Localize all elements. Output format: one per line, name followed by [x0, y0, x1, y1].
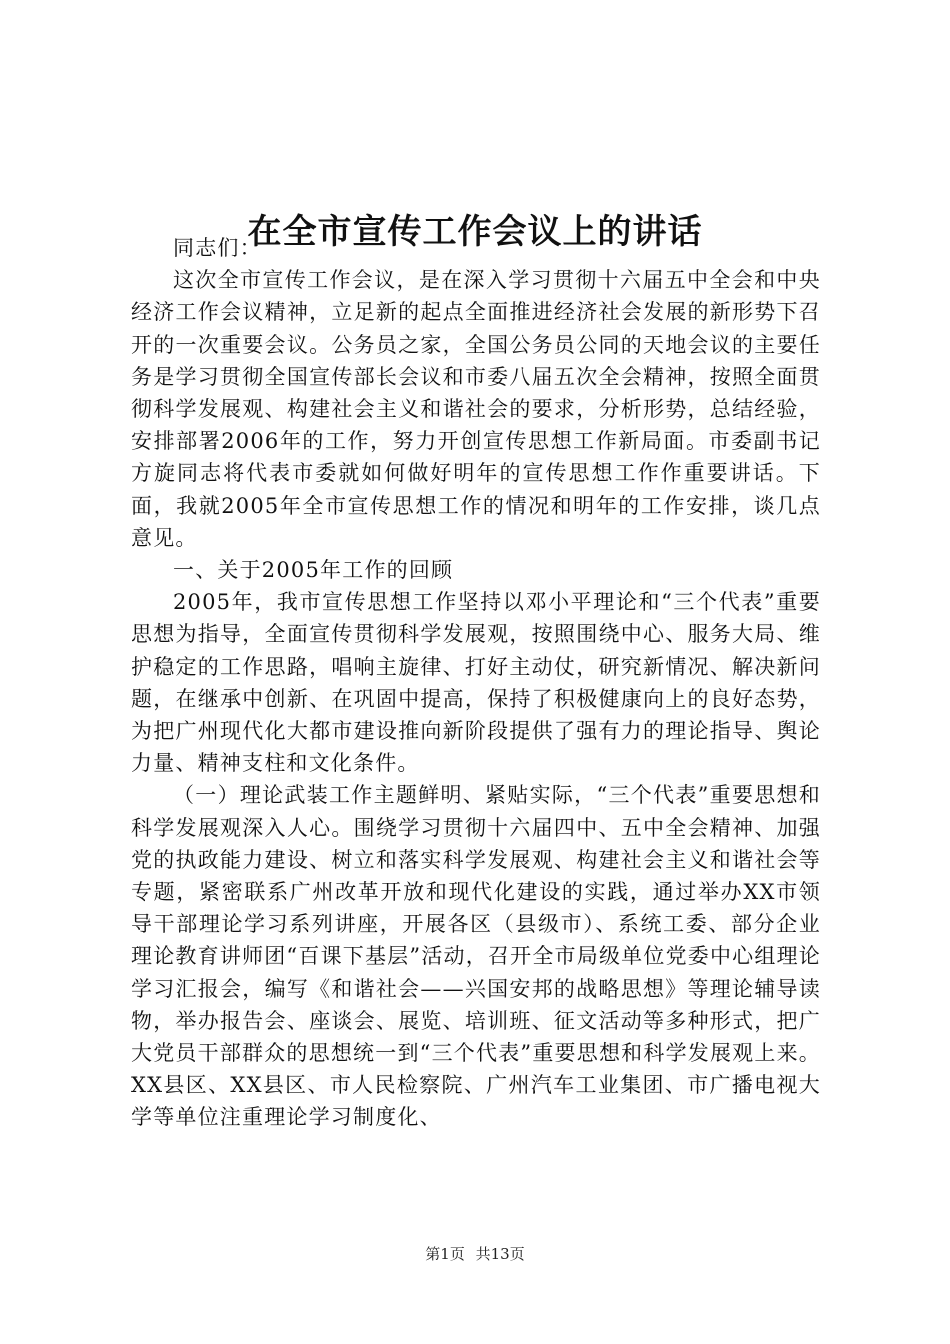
page-number: 第1页 — [425, 1245, 465, 1263]
review-paragraph: 2005年，我市宣传思想工作坚持以邓小平理论和“三个代表”重要思想为指导，全面宣传贯彻科学发展观，按照围绕中心、服务大局、维护稳定的工作思路，唱响主旋律、打好主动仗，研究新情况、解决新问题，在继承中创新、在巩固中提高，保持了积极健康向上的良好态势，为把广州现代化大都市建设推向新阶段提供了强有力的理论指导、舆论力量、精神支柱和文化条件。 — [131, 590, 821, 776]
document-body — [131, 232, 821, 1134]
document-title: 在全市宣传工作会议上的讲话 — [247, 211, 703, 252]
intro-paragraph: 这次全市宣传工作会议，是在深入学习贯彻十六届五中全会和中央经济工作会议精神，立足新的起点全面推进经济社会发展的新形势下召开的一次重要会议。公务员之家，全国公务员公同的天地会议的主要任务是学习贯彻全国宣传部长会议和市委八届五次全会精神，按照全面贯彻科学发展观、构建社会主义和谐社会的要求，分析形势，总结经验，安排部署2006年的工作，努力开创宣传思想工作新局面。市委副书记方旋同志将代表市委就如何做好明年的宣传思想工作作重要讲话。下面，我就2005年全市宣传思想工作的情况和明年的工作安排，谈几点意见。 — [131, 268, 821, 550]
section-heading: 一、关于2005年工作的回顾 — [173, 558, 454, 583]
page-total: 共13页 — [475, 1245, 525, 1263]
salutation-paragraph: 同志们： — [173, 236, 262, 260]
page-footer — [0, 1242, 950, 1266]
theory-paragraph: （一）理论武装工作主题鲜明、紧贴实际，“三个代表”重要思想和科学发展观深入人心。围绕学习贯彻十六届四中、五中全会精神、加强党的执政能力建设、树立和落实科学发展观、构建社会主义和谐社会等专题，紧密联系广州改革开放和现代化建设的实践，通过举办XX市领导干部理论学习系列讲座，开展各区（县级市）、系统工委、部分企业理论教育讲师团“百课下基层”活动，召开全市局级单位党委中心组理论学习汇报会，编写《和谐社会——兴国安邦的战略思想》等理论辅导读物，举办报告会、座谈会、展览、培训班、征文活动等多种形式，把广大党员干部群众的思想统一到“三个代表”重要思想和科学发展观上来。XX县区、XX县区、市人民检察院、广州汽车工业集团、市广播电视大学等单位注重理论学习制度化、 — [131, 783, 821, 1130]
